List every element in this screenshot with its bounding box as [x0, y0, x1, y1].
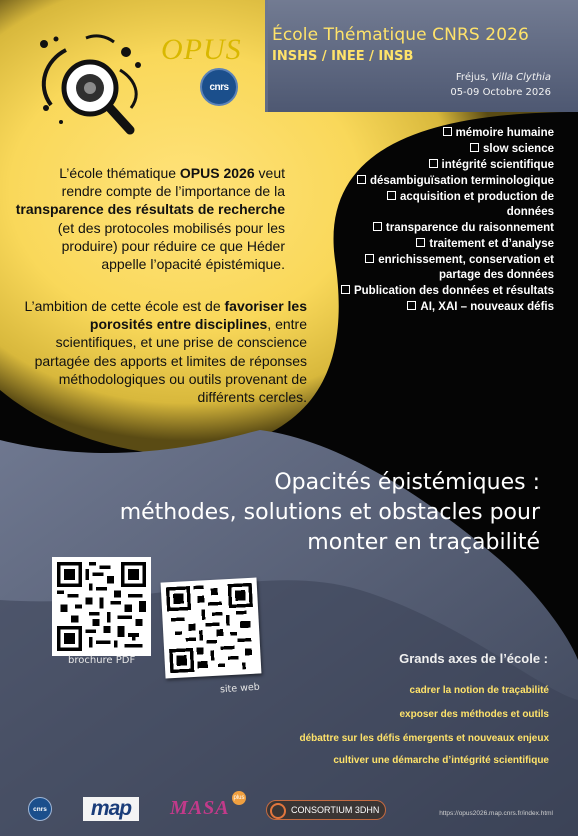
axes-heading: Grands axes de l’école :: [399, 651, 548, 666]
institutes: INSHS / INEE / INSB: [272, 49, 414, 64]
topics-list: [339, 126, 554, 316]
event-title: École Thématique CNRS 2026: [272, 25, 529, 45]
topic-item: Publication des données et résultats: [339, 284, 554, 299]
event-dates: 05-09 Octobre 2026: [450, 87, 551, 98]
main-title-line-2: méthodes, solutions et obstacles pour: [119, 500, 540, 525]
opus-logo-icon: [26, 30, 166, 140]
masa-plus-badge: plus: [232, 791, 246, 805]
intro-paragraph-2: L’ambition de cette école est de favoriser les porosités entre disciplines, entre scientifiques, et une prise de conscience partagée des apports et limites de réponses méthodologiques ou outils provenant de différents cercles.: [24, 298, 307, 406]
checkbox-icon: [416, 238, 425, 247]
topic-item: enrichissement, conservation et partage des données: [339, 253, 554, 282]
topic-item: intégrité scientifique: [339, 158, 554, 173]
checkbox-icon: [443, 127, 452, 136]
checkbox-icon: [429, 159, 438, 168]
brochure-qr-code[interactable]: [52, 557, 151, 656]
checkbox-icon: [470, 143, 479, 152]
main-title-line-3: monter en traçabilité: [307, 530, 540, 555]
axis-item: exposer des méthodes et outils: [399, 709, 549, 720]
venue-city: Fréjus,: [455, 72, 489, 83]
footer-url[interactable]: https://opus2026.map.cnrs.fr/index.html: [439, 810, 553, 817]
brochure-label: brochure PDF: [68, 655, 136, 666]
consortium-3dhn-logo: CONSORTIUM 3DHN: [266, 800, 386, 820]
topic-item: AI, XAI – nouveaux défis: [339, 300, 554, 315]
opus-wordmark: OPUS: [161, 33, 242, 66]
cnrs-footer-logo: cnrs: [28, 797, 52, 821]
topic-item: désambiguïsation terminologique: [339, 174, 554, 189]
venue: [456, 72, 551, 83]
topic-item: acquisition et production de données: [339, 190, 554, 219]
topic-item: mémoire humaine: [339, 126, 554, 141]
masa-logo: MASA: [170, 797, 230, 819]
checkbox-icon: [407, 301, 416, 310]
axis-item: cultiver une démarche d’intégrité scientifique: [333, 755, 549, 766]
topic-item: transparence du raisonnement: [339, 221, 554, 236]
qr-code-icon: [166, 583, 256, 673]
venue-place: Villa Clythia: [491, 72, 551, 83]
checkbox-icon: [341, 285, 350, 294]
axis-item: cadrer la notion de traçabilité: [409, 685, 549, 696]
axis-item: débattre sur les défis émergents et nouveaux enjeux: [299, 733, 549, 744]
intro-paragraph-1: L’école thématique OPUS 2026 veut rendre compte de l’importance de la transparence des résultats de recherche (et des protocoles mobilisés pour les produire) pour réduire ce que Héder appelle l’opacité épistémique.: [15, 165, 285, 273]
topic-item: slow science: [339, 142, 554, 157]
qr-code-icon: [57, 562, 146, 651]
ring-icon: [270, 803, 286, 819]
website-label: site web: [219, 681, 261, 696]
checkbox-icon: [387, 191, 396, 200]
map-logo: map: [83, 797, 139, 821]
cnrs-logo: cnrs: [200, 68, 238, 106]
website-qr-code[interactable]: [161, 578, 262, 679]
checkbox-icon: [373, 222, 382, 231]
topic-item: traitement et d’analyse: [339, 237, 554, 252]
checkbox-icon: [365, 254, 374, 263]
checkbox-icon: [357, 175, 366, 184]
main-title: [40, 468, 540, 558]
main-title-line-1: Opacités épistémiques :: [274, 470, 540, 495]
